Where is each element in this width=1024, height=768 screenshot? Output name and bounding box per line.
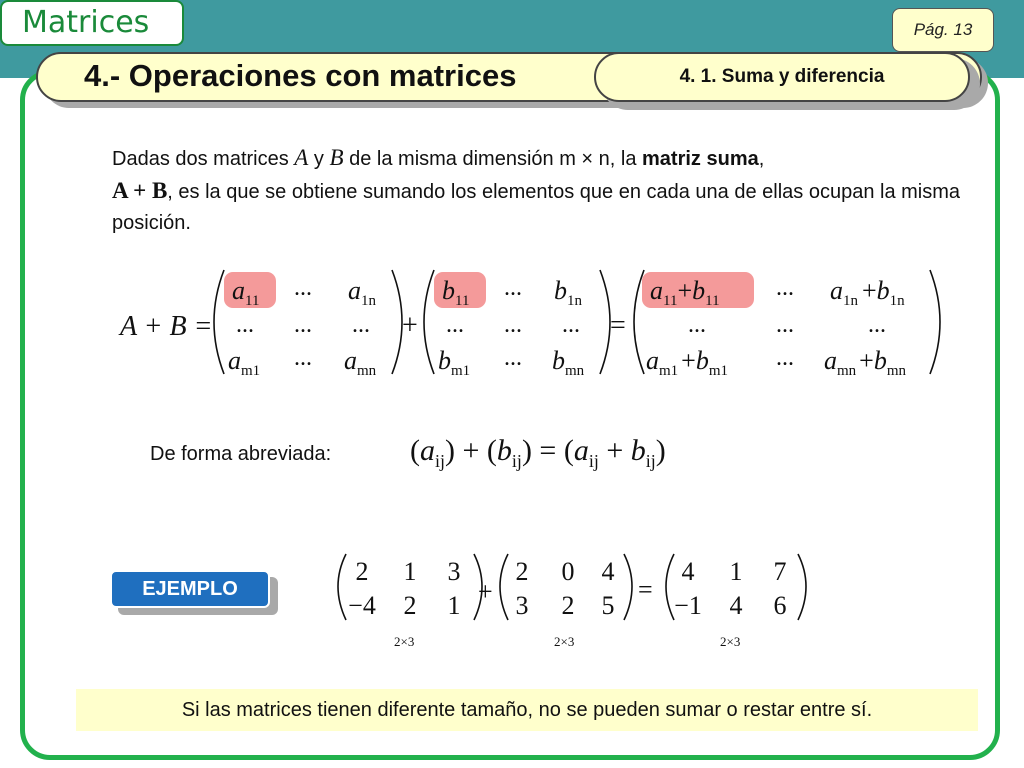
page-number: Pág. 13 [892, 8, 994, 52]
entry-sum1n: $a_{1n} +b_{1n}$ [830, 276, 905, 309]
dots-r-row2-col2: ... [776, 312, 794, 338]
ex-m3-entry-r1c3: 7 [773, 557, 787, 586]
abbreviated-label: De forma abreviada: [150, 443, 332, 465]
entry-summn: $a_{mn} +b_{mn}$ [824, 346, 907, 379]
entry-amn: $a_{mn}$ [344, 346, 377, 379]
formula-equals: = [610, 310, 626, 341]
dots-b-row1: ... [504, 275, 522, 301]
ex-m2-entry-r2c2: 2 [561, 591, 575, 620]
dots-r-row2-col3: ... [868, 312, 886, 338]
subsection-title: 4. 1. Suma y diferencia [594, 52, 970, 102]
ex-m2-entry-r2c3: 5 [601, 591, 615, 620]
ex-m1-dim: 2×3 [394, 634, 415, 649]
entry-b1n: $b_{1n}$ [554, 276, 582, 309]
definition-paragraph [112, 142, 962, 239]
matrix-a-right-paren [392, 270, 402, 374]
intro-text-5: , es la que se obtiene sumando los elementos que en cada una de ellas ocupan la misma posición. [112, 181, 961, 234]
entry-b11: $b_{11}$ [442, 276, 470, 309]
ex-m2-right-paren [624, 554, 632, 620]
ex-m2-entry-r1c1: 2 [515, 557, 529, 586]
matrix-a-symbol: A [294, 145, 309, 170]
ex-m1-entry-r1c2: 1 [403, 557, 417, 586]
entry-am1: $a_{m1}$ [228, 346, 261, 379]
entry-bmn: $b_{mn}$ [552, 346, 585, 379]
dots-a-row2-col1: ... [236, 312, 254, 338]
ex-m2-entry-r1c3: 4 [601, 557, 615, 586]
dots-b-row2-col2: ... [504, 312, 522, 338]
brand-label: Matrices [0, 0, 184, 46]
matrix-a-left-paren [214, 270, 224, 374]
example-sum [318, 548, 818, 658]
ex-m2-entry-r2c1: 3 [515, 591, 529, 620]
abbreviated-formula: $(a_{ij}) + (b_{ij}) = (a_{ij} + b_{ij})$ [410, 434, 666, 471]
ex-m3-entry-r2c3: 6 [773, 591, 787, 620]
matrix-b-symbol: B [329, 145, 344, 170]
ex-m1-entry-r1c1: 2 [355, 557, 369, 586]
ex-m1-entry-r2c3: 1 [447, 591, 461, 620]
section-title: 4.- Operaciones con matrices [84, 58, 517, 93]
size-rule-note: Si las matrices tienen diferente tamaño, no se pueden sumar o restar entre sí. [76, 689, 978, 731]
ex-m2-entry-r1c2: 0 [561, 557, 575, 586]
dots-r-row2-col1: ... [688, 312, 706, 338]
ex-equals: = [638, 575, 653, 604]
ex-m3-right-paren [798, 554, 806, 620]
dots-b-row2-col1: ... [446, 312, 464, 338]
example-badge: EJEMPLO [110, 570, 270, 608]
intro-text-1: Dadas dos matrices [112, 148, 295, 170]
ex-m3-entry-r2c2: 4 [729, 591, 743, 620]
ex-m1-entry-r2c1: −4 [348, 591, 376, 620]
ex-m3-entry-r1c2: 1 [729, 557, 743, 586]
general-sum-formula [112, 262, 952, 382]
result-right-paren [930, 270, 940, 374]
dots-b-row3: ... [504, 345, 522, 371]
intro-text-3: de la misma dimensión m × n, la [343, 148, 643, 170]
ex-m3-left-paren [666, 554, 674, 620]
entry-a1n: $a_{1n}$ [348, 276, 376, 309]
intro-text-4: , [758, 148, 765, 170]
entry-sum11: $a_{11}+b_{11}$ [650, 276, 720, 309]
ex-m1-left-paren [338, 554, 346, 620]
ex-m2-dim: 2×3 [554, 634, 575, 649]
matrix-b-right-paren [600, 270, 610, 374]
ex-m2-left-paren [500, 554, 508, 620]
entry-a11: $a_{11}$ [232, 276, 260, 309]
ex-m3-entry-r2c1: −1 [674, 591, 702, 620]
dots-a-row3: ... [294, 345, 312, 371]
intro-text-2: y [308, 148, 330, 170]
matrix-b-left-paren [424, 270, 434, 374]
formula-lhs: A + B = [120, 311, 213, 342]
ex-m1-entry-r1c3: 3 [447, 557, 461, 586]
ex-plus: + [478, 577, 493, 606]
dots-r-row1: ... [776, 275, 794, 301]
entry-bm1: $b_{m1}$ [438, 346, 471, 379]
dots-a-row1: ... [294, 275, 312, 301]
dots-a-row2-col2: ... [294, 312, 312, 338]
intro-bold-term: matriz suma [642, 148, 759, 170]
dots-b-row2-col3: ... [562, 312, 580, 338]
dots-r-row3: ... [776, 345, 794, 371]
entry-summ1: $a_{m1} +b_{m1}$ [646, 346, 729, 379]
formula-plus: + [402, 310, 418, 341]
ex-m1-entry-r2c2: 2 [403, 591, 417, 620]
ex-m3-entry-r1c1: 4 [681, 557, 695, 586]
dots-a-row2-col3: ... [352, 312, 370, 338]
ex-m3-dim: 2×3 [720, 634, 741, 649]
sum-symbol: A + B [112, 178, 168, 203]
